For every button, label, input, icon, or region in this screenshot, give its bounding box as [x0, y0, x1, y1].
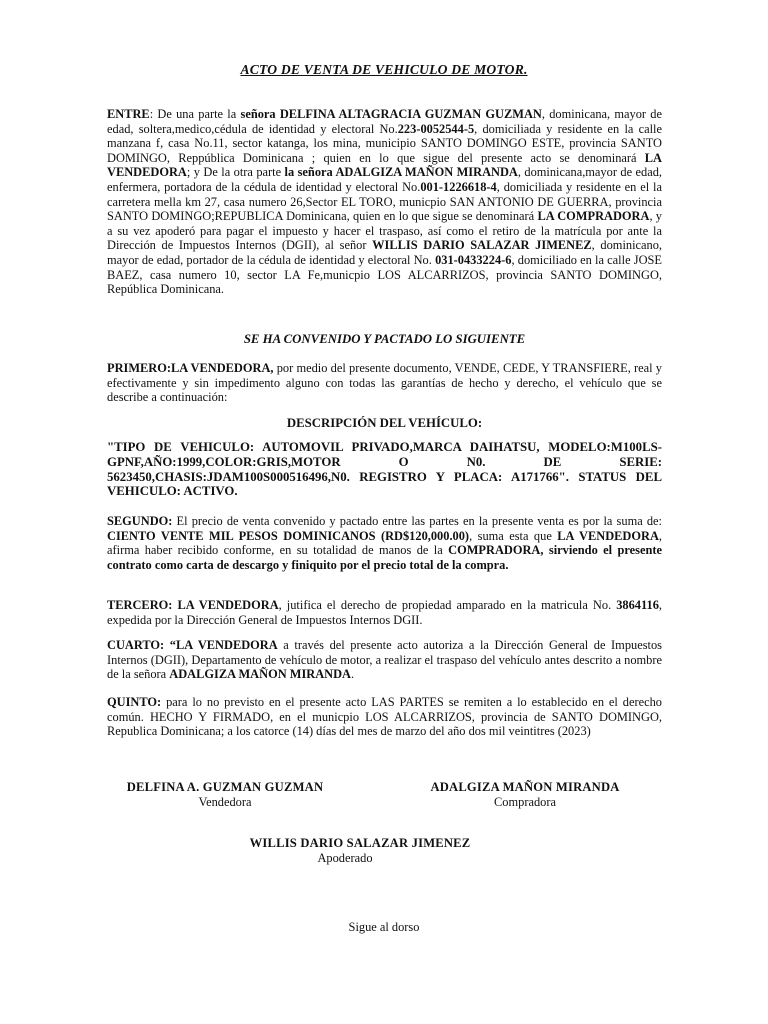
- vehiculo-descripcion: "TIPO DE VEHICULO: AUTOMOVIL PRIVADO,MARCA DAIHATSU, MODELO:M100LS-GPNF,AÑO:1999,COLOR:GRIS,MOTOR O N0. DE SERIE: 5623450,CHASIS:JDAM100S000516496,N0. REGISTRO Y PLACA: A171766". STATUS DEL VEHICULO: ACTIVO.: [107, 440, 662, 499]
- entre-text-1: : De una parte la: [149, 107, 241, 121]
- entre-text-2: , dominicana, mayor de edad, soltera,medico,cédula de identidad y electoral No.: [107, 107, 662, 136]
- quinto-lead: QUINTO:: [107, 695, 162, 709]
- tercero-text-2: , expedida por la Dirección General de Impuestos Internos DGII.: [107, 598, 662, 627]
- footer-note: Sigue al dorso: [348, 920, 420, 934]
- entre-text-5: , dominicana,mayor de edad, enfermera, portadora de la cédula de identidad y electoral No.: [107, 165, 662, 194]
- entre-paragraph: [107, 107, 662, 297]
- compradora-signature-role: Compradora: [494, 795, 556, 809]
- compradora-label: LA COMPRADORA: [537, 209, 650, 224]
- segundo-text-2: , suma esta que: [469, 528, 558, 543]
- compradora-cedula: 001-1226618-4: [420, 179, 497, 194]
- apoderado-signature-name: WILLIS DARIO SALAZAR JIMENEZ: [249, 836, 471, 850]
- primero-lead: PRIMERO:LA VENDEDORA,: [107, 361, 274, 375]
- segundo-vendedora: LA VENDEDORA: [557, 528, 659, 543]
- vendedora-cedula: 223-0052544-5: [397, 121, 475, 136]
- entre-text-3: , domiciliada y residente en la calle manzana f, casa No.11, sector katanga, los mina, municipio SANTO DOMINGO ESTE, provincia SANTO DOMINGO, Reppública Dominicana ; quien en lo que sigue del presente acto se denominará: [107, 121, 662, 165]
- segundo-text-3: , afirma haber recibido conforme, en su totalidad de manos de la: [107, 528, 662, 558]
- cuarto-paragraph: [107, 638, 662, 682]
- cuarto-text-1: a través del presente acto autoriza a la Dirección General de Impuestos Internos (DGII), Departamento de vehículo de motor, a realizar el traspaso del vehículo antes descrito a nombre de la señora: [107, 638, 662, 682]
- segundo-paragraph: [107, 514, 662, 572]
- entre-lead: ENTRE: [107, 107, 150, 121]
- matricula-number: 3864116: [616, 598, 659, 612]
- tercero-text-1: , jutifica el derecho de propiedad amparado en la matricula No.: [278, 598, 617, 612]
- compradora-name: la señora ADALGIZA MAÑON MIRANDA: [284, 165, 518, 180]
- cuarto-lead: CUARTO: “LA VENDEDORA: [107, 638, 278, 652]
- quinto-text: para lo no previsto en el presente acto LAS PARTES se remiten a lo establecido en el derecho común. HECHO Y FIRMADO, en el municpio LOS ALCARRIZOS, provincia de SANTO DOMINGO, Republica Dominicana; a los catorce (14) días del mes de marzo del año dos mil veintitres (2023): [107, 695, 662, 739]
- compradora-signature-name: ADALGIZA MAÑON MIRANDA: [430, 780, 620, 794]
- primero-paragraph: [107, 361, 662, 405]
- quinto-paragraph: [107, 695, 662, 739]
- entre-text-6: , domiciliada y residente en el la carretera mella km 27, casa numero 26,Sector EL TORO, municpio SAN ANTONIO DE GUERRA, provincia SANTO DOMINGO;REPUBLICA Dominicana, quien en lo que sigue se denominará: [107, 179, 662, 224]
- tercero-paragraph: [107, 598, 662, 627]
- segundo-text-1: El precio de venta convenido y pactado entre las partes en la presente venta es por la suma de:: [172, 514, 662, 528]
- vendedora-name: señora DELFINA ALTAGRACIA GUZMAN GUZMAN: [240, 107, 542, 121]
- apoderado-cedula: 031-0433224-6: [435, 252, 512, 267]
- convenido-heading: SE HA CONVENIDO Y PACTADO LO SIGUIENTE: [243, 332, 526, 346]
- document-title: ACTO DE VENTA DE VEHICULO DE MOTOR.: [240, 62, 528, 77]
- vendedora-signature-role: Vendedora: [198, 795, 252, 809]
- cuarto-compradora: ADALGIZA MAÑON MIRANDA: [169, 667, 352, 682]
- descripcion-heading: DESCRIPCIÓN DEL VEHÍCULO:: [286, 416, 483, 430]
- segundo-lead: SEGUNDO:: [107, 514, 173, 528]
- precio-venta: CIENTO VENTE MIL PESOS DOMINICANOS (RD$120,000.00): [107, 528, 470, 543]
- vendedora-signature-name: DELFINA A. GUZMAN GUZMAN: [126, 780, 324, 794]
- primero-text: por medio del presente documento, VENDE, CEDE, Y TRANSFIERE, real y efectivamente y sin impedimento alguno con todas las garantías de hecho y derecho, el vehículo que se describe a continuación:: [107, 361, 663, 405]
- entre-text-4: ; y De la otra parte: [186, 165, 285, 180]
- entre-text-7: , y a su vez apoderó para pagar el impuesto y hacer el traspaso, así como el retiro de la matrícula por ante la Dirección de Impuestos Internos (DGII), al señor: [107, 209, 662, 253]
- entre-text-9: , domiciliado en la calle JOSE BAEZ, casa numero 10, sector LA Fe,municpio LOS ALCARRIZOS, provincia SANTO DOMINGO, República Dominicana.: [107, 252, 662, 297]
- entre-text-8: , dominicano, mayor de edad, portador de la cédula de identidad y electoral No.: [107, 238, 663, 267]
- segundo-compradora-clause: COMPRADORA, sirviendo el presente contrato como carta de descargo y finiquito por el precio total de la compra.: [107, 543, 663, 572]
- cuarto-text-2: .: [351, 667, 355, 682]
- apoderado-signature-role: Apoderado: [317, 851, 373, 865]
- apoderado-name: WILLIS DARIO SALAZAR JIMENEZ: [372, 238, 592, 253]
- tercero-lead: TERCERO: LA VENDEDORA: [107, 598, 279, 612]
- vendedora-label: LA VENDEDORA: [107, 150, 662, 180]
